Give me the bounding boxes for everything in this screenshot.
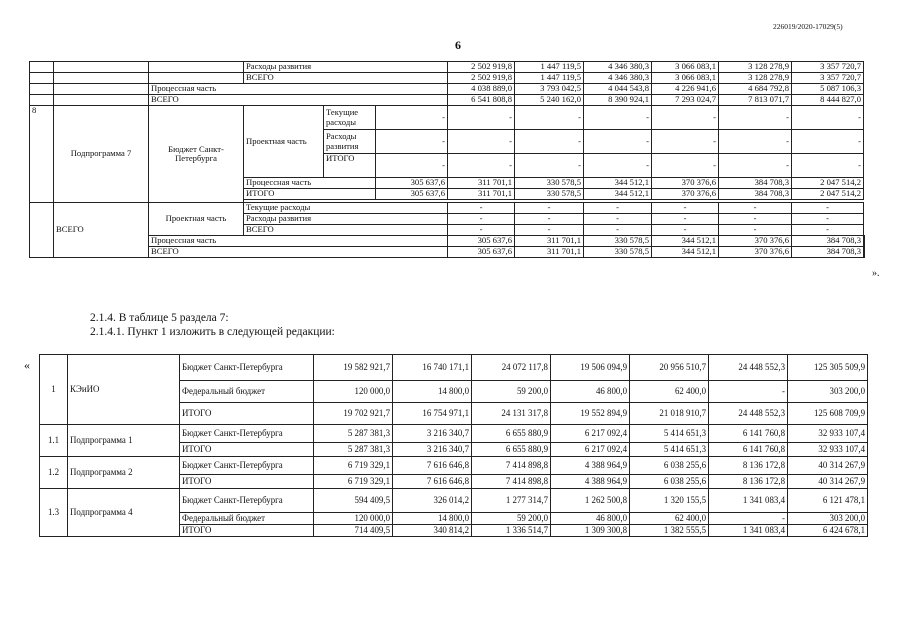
table-row — [40, 355, 868, 381]
table-row: Процессная часть 4 038 889,0 3 793 042,5 4 044 543,8 4 226 941,6 4 684 792,8 5 087 106,3 — [30, 84, 865, 95]
section-instruction: 2.1.4.1. Пункт 1 изложить в следующей редакции: — [90, 326, 335, 338]
table-row: ИТОГО - - - - - - - — [30, 154, 865, 178]
value-cell: 1 320 155,5 — [630, 489, 709, 513]
value-cell: 24 072 117,8 — [472, 355, 551, 381]
funding-source: ИТОГО — [180, 475, 314, 489]
budget-source: Бюджет Санкт-Петербурга — [149, 106, 244, 203]
row-number: 1.3 — [40, 489, 68, 537]
row-label: Расходы развития — [244, 62, 448, 73]
funding-source: Бюджет Санкт-Петербурга — [180, 457, 314, 475]
project-part: Проектная часть — [149, 203, 244, 236]
project-part: Проектная часть — [244, 106, 324, 178]
row-label: ВСЕГО — [244, 73, 448, 84]
value-cell: 1 382 555,5 — [630, 525, 709, 537]
table-row: ВСЕГО 6 541 808,8 5 240 162,0 8 390 924,1 7 293 024,7 7 813 071,7 8 444 827,0 — [30, 95, 865, 106]
value-cell: - — [709, 381, 788, 403]
value-cell: 19 582 921,7 — [314, 355, 393, 381]
subprogram-name: Подпрограмма 7 — [54, 106, 149, 203]
table-row: ВСЕГО - - - - - - — [30, 225, 865, 236]
value-cell: 7 616 646,8 — [393, 475, 472, 489]
value-cell: 32 933 107,4 — [788, 443, 868, 457]
value-cell: 24 448 552,3 — [709, 355, 788, 381]
value-cell: - — [709, 513, 788, 525]
value-cell: 714 409,5 — [314, 525, 393, 537]
table-row: Процессная часть 305 637,6 311 701,1 330 578,5 344 512,1 370 376,6 384 708,3 2 047 514,2 — [30, 178, 865, 189]
value-cell: 5 414 651,3 — [630, 443, 709, 457]
value-cell: 46 800,0 — [551, 381, 630, 403]
value-cell: 62 400,0 — [630, 381, 709, 403]
value-cell: 6 719 329,1 — [314, 457, 393, 475]
value-cell: 14 800,0 — [393, 381, 472, 403]
table-row — [40, 457, 868, 475]
program-name: КЭиИО — [68, 355, 180, 425]
value-cell: 16 754 971,1 — [393, 403, 472, 425]
value-cell: 5 287 381,3 — [314, 443, 393, 457]
total-label: ВСЕГО — [54, 203, 149, 258]
value-cell: 125 305 509,9 — [788, 355, 868, 381]
row-number: 8 — [30, 106, 54, 203]
value-cell: 120 000,0 — [314, 513, 393, 525]
value-cell: 59 200,0 — [472, 513, 551, 525]
value-cell: 120 000,0 — [314, 381, 393, 403]
value-cell: 3 216 340,7 — [393, 443, 472, 457]
funding-source: ИТОГО — [180, 443, 314, 457]
value-cell: 6 424 678,1 — [788, 525, 868, 537]
value-cell: 4 388 964,9 — [551, 457, 630, 475]
value-cell: 24 131 317,8 — [472, 403, 551, 425]
value-cell: 14 800,0 — [393, 513, 472, 525]
table-row: 8 Подпрограмма 7 Бюджет Санкт-Петербурга Проектная часть Текущие расходы - - - - - - - — [30, 106, 865, 130]
program-name: Подпрограмма 2 — [68, 457, 180, 489]
value-cell: 6 141 760,8 — [709, 443, 788, 457]
value-cell: 6 217 092,4 — [551, 443, 630, 457]
value-cell: 594 409,5 — [314, 489, 393, 513]
value-cell: 24 448 552,3 — [709, 403, 788, 425]
page-number: 6 — [455, 38, 461, 52]
value-cell: 340 814,2 — [393, 525, 472, 537]
value-cell: 6 655 880,9 — [472, 443, 551, 457]
value-cell: 1 262 500,8 — [551, 489, 630, 513]
table-row: Расходы развития 2 502 919,8 1 447 119,5 4 346 380,3 3 066 083,1 3 128 278,9 3 357 720,7 — [30, 62, 865, 73]
value-cell: 40 314 267,9 — [788, 475, 868, 489]
value-cell: 8 136 172,8 — [709, 475, 788, 489]
value-cell: 40 314 267,9 — [788, 457, 868, 475]
value-cell: 1 309 300,8 — [551, 525, 630, 537]
program-costs-table — [29, 61, 865, 258]
row-label: Процессная часть — [149, 84, 448, 95]
table-row: ВСЕГО 2 502 919,8 1 447 119,5 4 346 380,3 3 066 083,1 3 128 278,9 3 357 720,7 — [30, 73, 865, 84]
table-row: Расходы развития - - - - - - — [30, 214, 865, 225]
funding-source: Федеральный бюджет — [180, 513, 314, 525]
value-cell: 7 414 898,8 — [472, 475, 551, 489]
table-row: ВСЕГО Проектная часть Текущие расходы - - - - - - — [30, 203, 865, 214]
program-name: Подпрограмма 4 — [68, 489, 180, 537]
value-cell: 16 740 171,1 — [393, 355, 472, 381]
funding-source: Бюджет Санкт-Петербурга — [180, 355, 314, 381]
value-cell: 46 800,0 — [551, 513, 630, 525]
value-cell: 21 018 910,7 — [630, 403, 709, 425]
row-number: 1.2 — [40, 457, 68, 489]
value-cell: 6 217 092,4 — [551, 425, 630, 443]
closing-quote: ». — [872, 268, 880, 279]
value-cell: 4 388 964,9 — [551, 475, 630, 489]
value-cell: 62 400,0 — [630, 513, 709, 525]
value-cell: 32 933 107,4 — [788, 425, 868, 443]
table-row: Расходы развития - - - - - - - — [30, 130, 865, 154]
value-cell: 1 277 314,7 — [472, 489, 551, 513]
funding-source: Бюджет Санкт-Петербурга — [180, 425, 314, 443]
funding-table — [39, 354, 868, 537]
table-row — [40, 425, 868, 443]
value-cell: 5 414 651,3 — [630, 425, 709, 443]
value-cell: 6 038 255,6 — [630, 475, 709, 489]
table-row: Процессная часть 305 637,6 311 701,1 330 578,5 344 512,1 370 376,6 384 708,3 — [30, 236, 865, 247]
row-number: 1.1 — [40, 425, 68, 457]
value-cell: 19 702 921,7 — [314, 403, 393, 425]
value-cell: 6 038 255,6 — [630, 457, 709, 475]
program-name: Подпрограмма 1 — [68, 425, 180, 457]
value-cell: 20 956 510,7 — [630, 355, 709, 381]
value-cell: 6 719 329,1 — [314, 475, 393, 489]
table-row: ВСЕГО 305 637,6 311 701,1 330 578,5 344 512,1 370 376,6 384 708,3 — [30, 247, 865, 258]
section-heading: 2.1.4. В таблице 5 раздела 7: — [90, 312, 229, 324]
value-cell: 125 608 709,9 — [788, 403, 868, 425]
value-cell: 5 287 381,3 — [314, 425, 393, 443]
opening-quote: « — [24, 358, 30, 372]
funding-source: ИТОГО — [180, 525, 314, 537]
value-cell: 6 141 760,8 — [709, 425, 788, 443]
value-cell: 1 341 083,4 — [709, 489, 788, 513]
value-cell: 19 552 894,9 — [551, 403, 630, 425]
value-cell: 6 121 478,1 — [788, 489, 868, 513]
table-row: ИТОГО 305 637,6 311 701,1 330 578,5 344 512,1 370 376,6 384 708,3 2 047 514,2 — [30, 189, 865, 200]
row-number: 1 — [40, 355, 68, 425]
value-cell: 7 414 898,8 — [472, 457, 551, 475]
value-cell: 1 336 514,7 — [472, 525, 551, 537]
value-cell: 326 014,2 — [393, 489, 472, 513]
value-cell: 303 200,0 — [788, 513, 868, 525]
value-cell: 6 655 880,9 — [472, 425, 551, 443]
value-cell: 8 136 172,8 — [709, 457, 788, 475]
value-cell: 19 506 094,9 — [551, 355, 630, 381]
value-cell: 59 200,0 — [472, 381, 551, 403]
document-number: 226019/2020-17029(5) — [773, 22, 843, 31]
funding-source: Бюджет Санкт-Петербурга — [180, 489, 314, 513]
value-cell: 3 216 340,7 — [393, 425, 472, 443]
value-cell: 1 341 083,4 — [709, 525, 788, 537]
value-cell: 7 616 646,8 — [393, 457, 472, 475]
funding-source: Федеральный бюджет — [180, 381, 314, 403]
funding-source: ИТОГО — [180, 403, 314, 425]
table-row — [40, 489, 868, 513]
value-cell: 303 200,0 — [788, 381, 868, 403]
row-label: ВСЕГО — [149, 95, 448, 106]
